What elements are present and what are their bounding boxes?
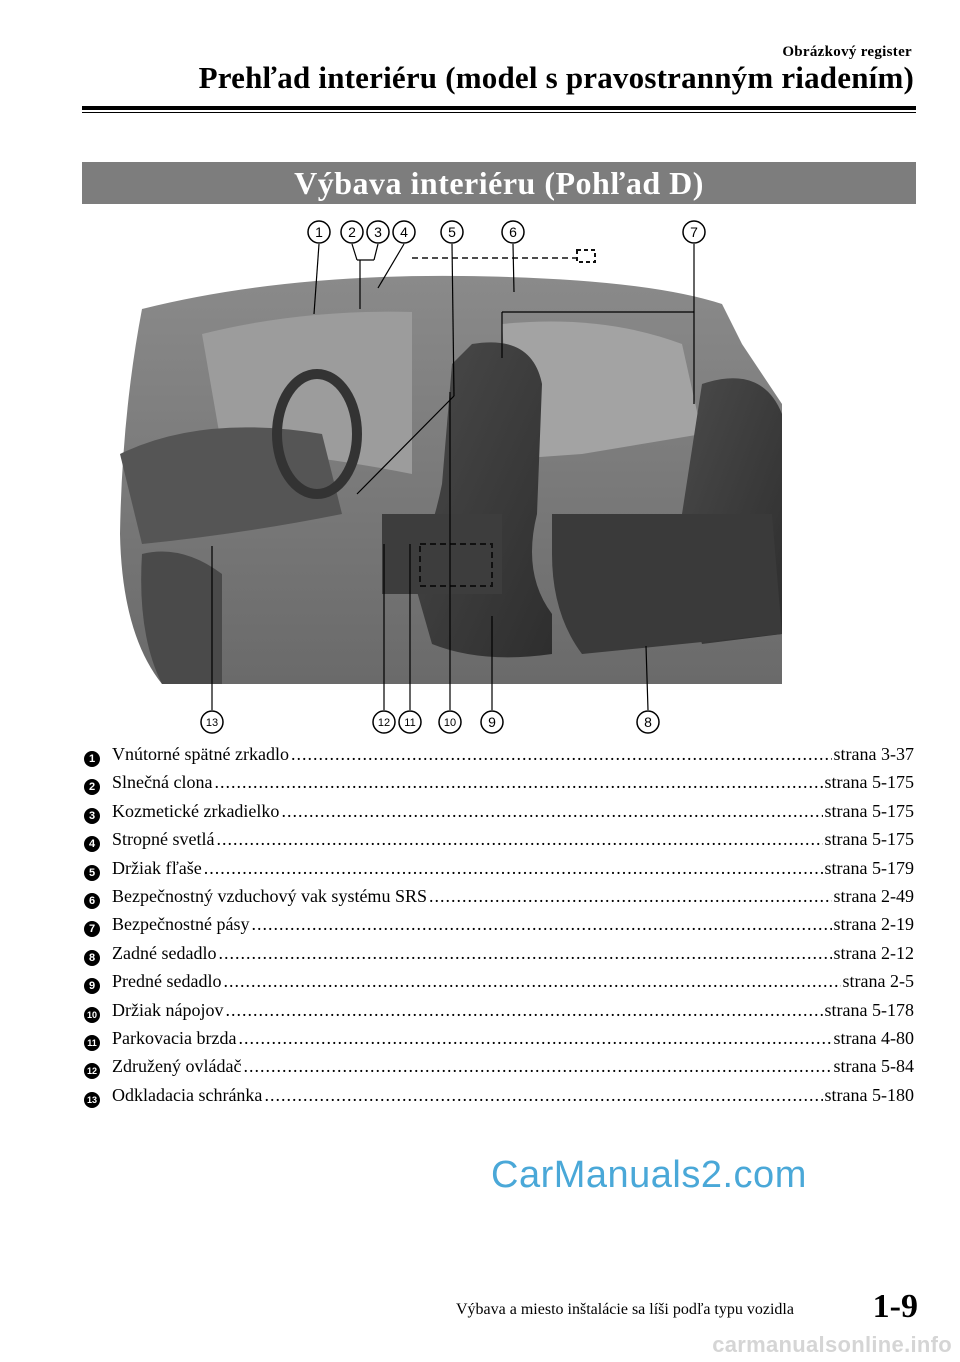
item-label: Držiak fľaše — [112, 857, 202, 878]
numbered-circle-icon: 10 — [84, 1007, 100, 1023]
numbered-circle-icon: 3 — [84, 808, 100, 824]
callout-5 — [441, 221, 463, 243]
callout-8 — [637, 711, 659, 733]
item-label: Kozmetické zrkadielko — [112, 800, 280, 821]
numbered-circle-icon: 4 — [84, 836, 100, 852]
item-label: Odkladacia schránka — [112, 1084, 263, 1105]
list-item — [84, 825, 914, 853]
item-page-ref: strana 5-84 — [833, 1056, 914, 1077]
header-rule — [82, 106, 916, 110]
callout-3 — [367, 221, 389, 243]
svg-text:11: 11 — [404, 717, 416, 729]
item-page-ref: strana 5-178 — [824, 999, 914, 1020]
item-page-ref: strana 2-19 — [833, 914, 914, 935]
numbered-circle-icon: 12 — [84, 1063, 100, 1079]
numbered-circle-icon: 1 — [84, 751, 100, 767]
item-page-ref: strana 5-175 — [824, 800, 914, 821]
list-item — [84, 939, 914, 967]
list-item — [84, 854, 914, 882]
item-page-ref: strana 5-180 — [824, 1084, 914, 1105]
callout-2 — [341, 221, 363, 243]
interior-illustration — [82, 214, 916, 738]
svg-text:3: 3 — [374, 224, 382, 240]
svg-text:10: 10 — [443, 717, 457, 729]
callout-7 — [683, 221, 705, 243]
svg-text:12: 12 — [377, 717, 391, 729]
parts-list — [84, 740, 914, 1109]
header-rule-thin — [82, 112, 916, 113]
list-item — [84, 797, 914, 825]
numbered-circle-icon: 5 — [84, 865, 100, 881]
numbered-circle-icon: 13 — [84, 1092, 100, 1108]
svg-text:6: 6 — [509, 224, 517, 240]
svg-text:8: 8 — [644, 714, 652, 730]
item-label: Držiak nápojov — [112, 999, 224, 1020]
item-label: Predné sedadlo — [112, 971, 222, 992]
section-title: Výbava interiéru (Pohľad D) — [82, 162, 916, 204]
list-item — [84, 996, 914, 1024]
item-label: Zadné sedadlo — [112, 942, 217, 963]
item-page-ref: strana 3-37 — [833, 744, 914, 764]
list-item — [84, 967, 914, 995]
callout-9 — [481, 711, 503, 733]
item-label: Bezpečnostné pásy — [112, 914, 250, 935]
item-label: Bezpečnostný vzduchový vak systému SRS — [112, 885, 427, 906]
item-page-ref: strana 2-12 — [833, 942, 914, 963]
numbered-circle-icon: 2 — [84, 779, 100, 795]
svg-text:9: 9 — [488, 714, 496, 730]
footer-note: Výbava a miesto inštalácie sa líši podľa typu vozidla — [456, 1301, 794, 1318]
page-number: 1-9 — [872, 1288, 918, 1325]
numbered-circle-icon: 11 — [84, 1035, 100, 1051]
item-label: Slnečná clona — [112, 772, 213, 793]
list-item — [84, 740, 914, 768]
callout-10 — [439, 711, 461, 733]
numbered-circle-icon: 6 — [84, 893, 100, 909]
page-title: Prehľad interiéru (model s pravostranným riadením) — [198, 60, 914, 95]
svg-text:7: 7 — [690, 224, 698, 240]
item-label: Parkovacia brzda — [112, 1027, 237, 1048]
list-item — [84, 1081, 914, 1109]
watermark: CarManuals2.com — [491, 1154, 807, 1196]
item-page-ref: strana 5-175 — [824, 772, 914, 793]
callout-13 — [201, 711, 223, 733]
svg-text:2: 2 — [348, 224, 356, 240]
site-watermark: carmanualsonline.info — [712, 1332, 952, 1357]
numbered-circle-icon: 9 — [84, 978, 100, 994]
callout-6 — [502, 221, 524, 243]
list-item — [84, 768, 914, 796]
callout-1 — [308, 221, 330, 243]
item-label: Združený ovládač — [112, 1056, 242, 1077]
item-page-ref: strana 2-5 — [842, 971, 914, 992]
interior-illustration-svg — [82, 214, 916, 738]
callout-4 — [393, 221, 415, 243]
svg-text:1: 1 — [315, 224, 323, 240]
item-page-ref: strana 2-49 — [833, 885, 914, 906]
list-item — [84, 882, 914, 910]
list-item — [84, 1052, 914, 1080]
item-page-ref: strana 4-80 — [833, 1027, 914, 1048]
numbered-circle-icon: 7 — [84, 921, 100, 937]
callout-11 — [399, 711, 421, 733]
list-item — [84, 1024, 914, 1052]
item-label: Vnútorné spätné zrkadlo — [112, 744, 289, 764]
list-item — [84, 910, 914, 938]
callout-12 — [373, 711, 395, 733]
item-label: Stropné svetlá — [112, 829, 215, 850]
svg-text:13: 13 — [205, 717, 219, 729]
numbered-circle-icon: 8 — [84, 950, 100, 966]
svg-text:5: 5 — [448, 224, 456, 240]
svg-text:4: 4 — [400, 224, 408, 240]
item-page-ref: strana 5-179 — [824, 857, 914, 878]
section-label: Obrázkový register — [782, 44, 912, 60]
item-page-ref: strana 5-175 — [824, 829, 914, 850]
